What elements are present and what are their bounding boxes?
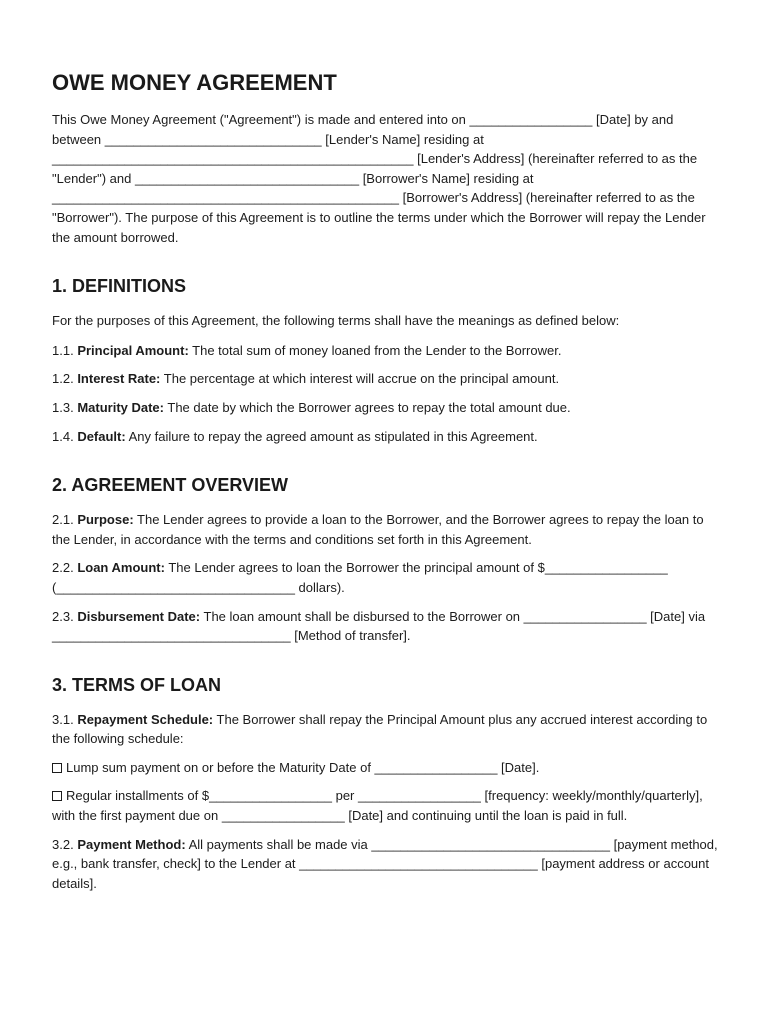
item-text: The Lender agrees to loan the Borrower the principal amount of $_________________ (_________________________________ dollars).	[52, 560, 668, 595]
item-number: 1.4.	[52, 428, 74, 444]
item-text: The loan amount shall be disbursed to the Borrower on _________________ [Date] via _________________________________ [Method of transfer].	[52, 608, 706, 644]
document-page	[52, 70, 722, 922]
option-text: Regular installments of $_________________ per _________________ [frequency: weekly/monthly/quarterly], with the first payment due on _________________ [Date] and continuing until the loan is paid in full.	[52, 788, 703, 824]
document-title: OWE MONEY AGREEMENT	[52, 70, 337, 95]
item-number: 3.1.	[52, 711, 74, 727]
item-term: Principal Amount:	[77, 342, 189, 358]
overview-item	[52, 558, 722, 597]
item-text: Any failure to repay the agreed amount as stipulated in this Agreement.	[128, 428, 538, 444]
item-number: 3.2.	[52, 836, 74, 852]
item-term: Default:	[77, 428, 126, 444]
overview-item	[52, 607, 722, 646]
item-number: 1.1.	[52, 342, 74, 358]
section-definitions	[52, 276, 722, 446]
repayment-option-lump-sum	[52, 758, 722, 778]
item-text: The percentage at which interest will accrue on the principal amount.	[163, 371, 560, 387]
checkbox-icon[interactable]	[52, 791, 62, 801]
item-term: Repayment Schedule:	[77, 711, 214, 727]
item-number: 2.1.	[52, 512, 74, 528]
section-heading-definitions: 1. DEFINITIONS	[52, 276, 187, 297]
definition-item	[52, 398, 722, 418]
item-term: Purpose:	[77, 512, 134, 528]
section-terms-of-loan	[52, 675, 722, 894]
intro-paragraph: This Owe Money Agreement ("Agreement") is made and entered into on _________________ [Date] by and between ______________________________ [Lender's Name] residing at __________________________________________________ [Lender's Address] (hereinafter referred to as the "Lender") and _______________________________ [Borrower's Name] residing at ________________________________________________ [Borrower's Address] (hereinafter referred to as the "Borrower"). The purpose of this Agreement is to outline the terms under which the Borrower will repay the Lender the amount borrowed.	[52, 112, 706, 245]
item-term: Disbursement Date:	[77, 608, 201, 624]
overview-item	[52, 510, 722, 549]
item-term: Maturity Date:	[77, 399, 164, 415]
item-text: The Lender agrees to provide a loan to the Borrower, and the Borrower agrees to repay the loan to the Lender, in accordance with the terms and conditions set forth in this Agreement.	[52, 512, 704, 547]
item-text: The Borrower shall repay the Principal Amount plus any accrued interest according to the following schedule:	[52, 711, 708, 747]
option-text: Lump sum payment on or before the Maturity Date of _________________ [Date].	[66, 759, 540, 775]
definition-item	[52, 341, 722, 361]
item-number: 2.3.	[52, 608, 74, 624]
checkbox-icon[interactable]	[52, 763, 62, 773]
item-number: 1.3.	[52, 399, 74, 415]
repayment-option-installments	[52, 786, 722, 825]
item-term: Loan Amount:	[77, 560, 165, 576]
section-heading-overview: 2. AGREEMENT OVERVIEW	[52, 475, 289, 496]
section-agreement-overview	[52, 475, 722, 646]
item-term: Payment Method:	[77, 836, 186, 852]
item-text: All payments shall be made via _________________________________ [payment method, e.g., bank transfer, check] to the Lender at _________________________________ [payment address or account details].	[52, 836, 718, 891]
item-number: 2.2.	[52, 560, 74, 576]
item-term: Interest Rate:	[77, 371, 161, 387]
item-text: The date by which the Borrower agrees to repay the total amount due.	[167, 399, 571, 415]
item-text: The total sum of money loaned from the Lender to the Borrower.	[192, 342, 562, 358]
payment-method-item	[52, 835, 722, 894]
repayment-schedule-item	[52, 710, 722, 749]
item-number: 1.2.	[52, 371, 74, 387]
definition-item	[52, 369, 722, 389]
definition-item	[52, 427, 722, 447]
definitions-lead: For the purposes of this Agreement, the following terms shall have the meanings as defined below:	[52, 313, 620, 329]
section-heading-terms: 3. TERMS OF LOAN	[52, 674, 222, 695]
